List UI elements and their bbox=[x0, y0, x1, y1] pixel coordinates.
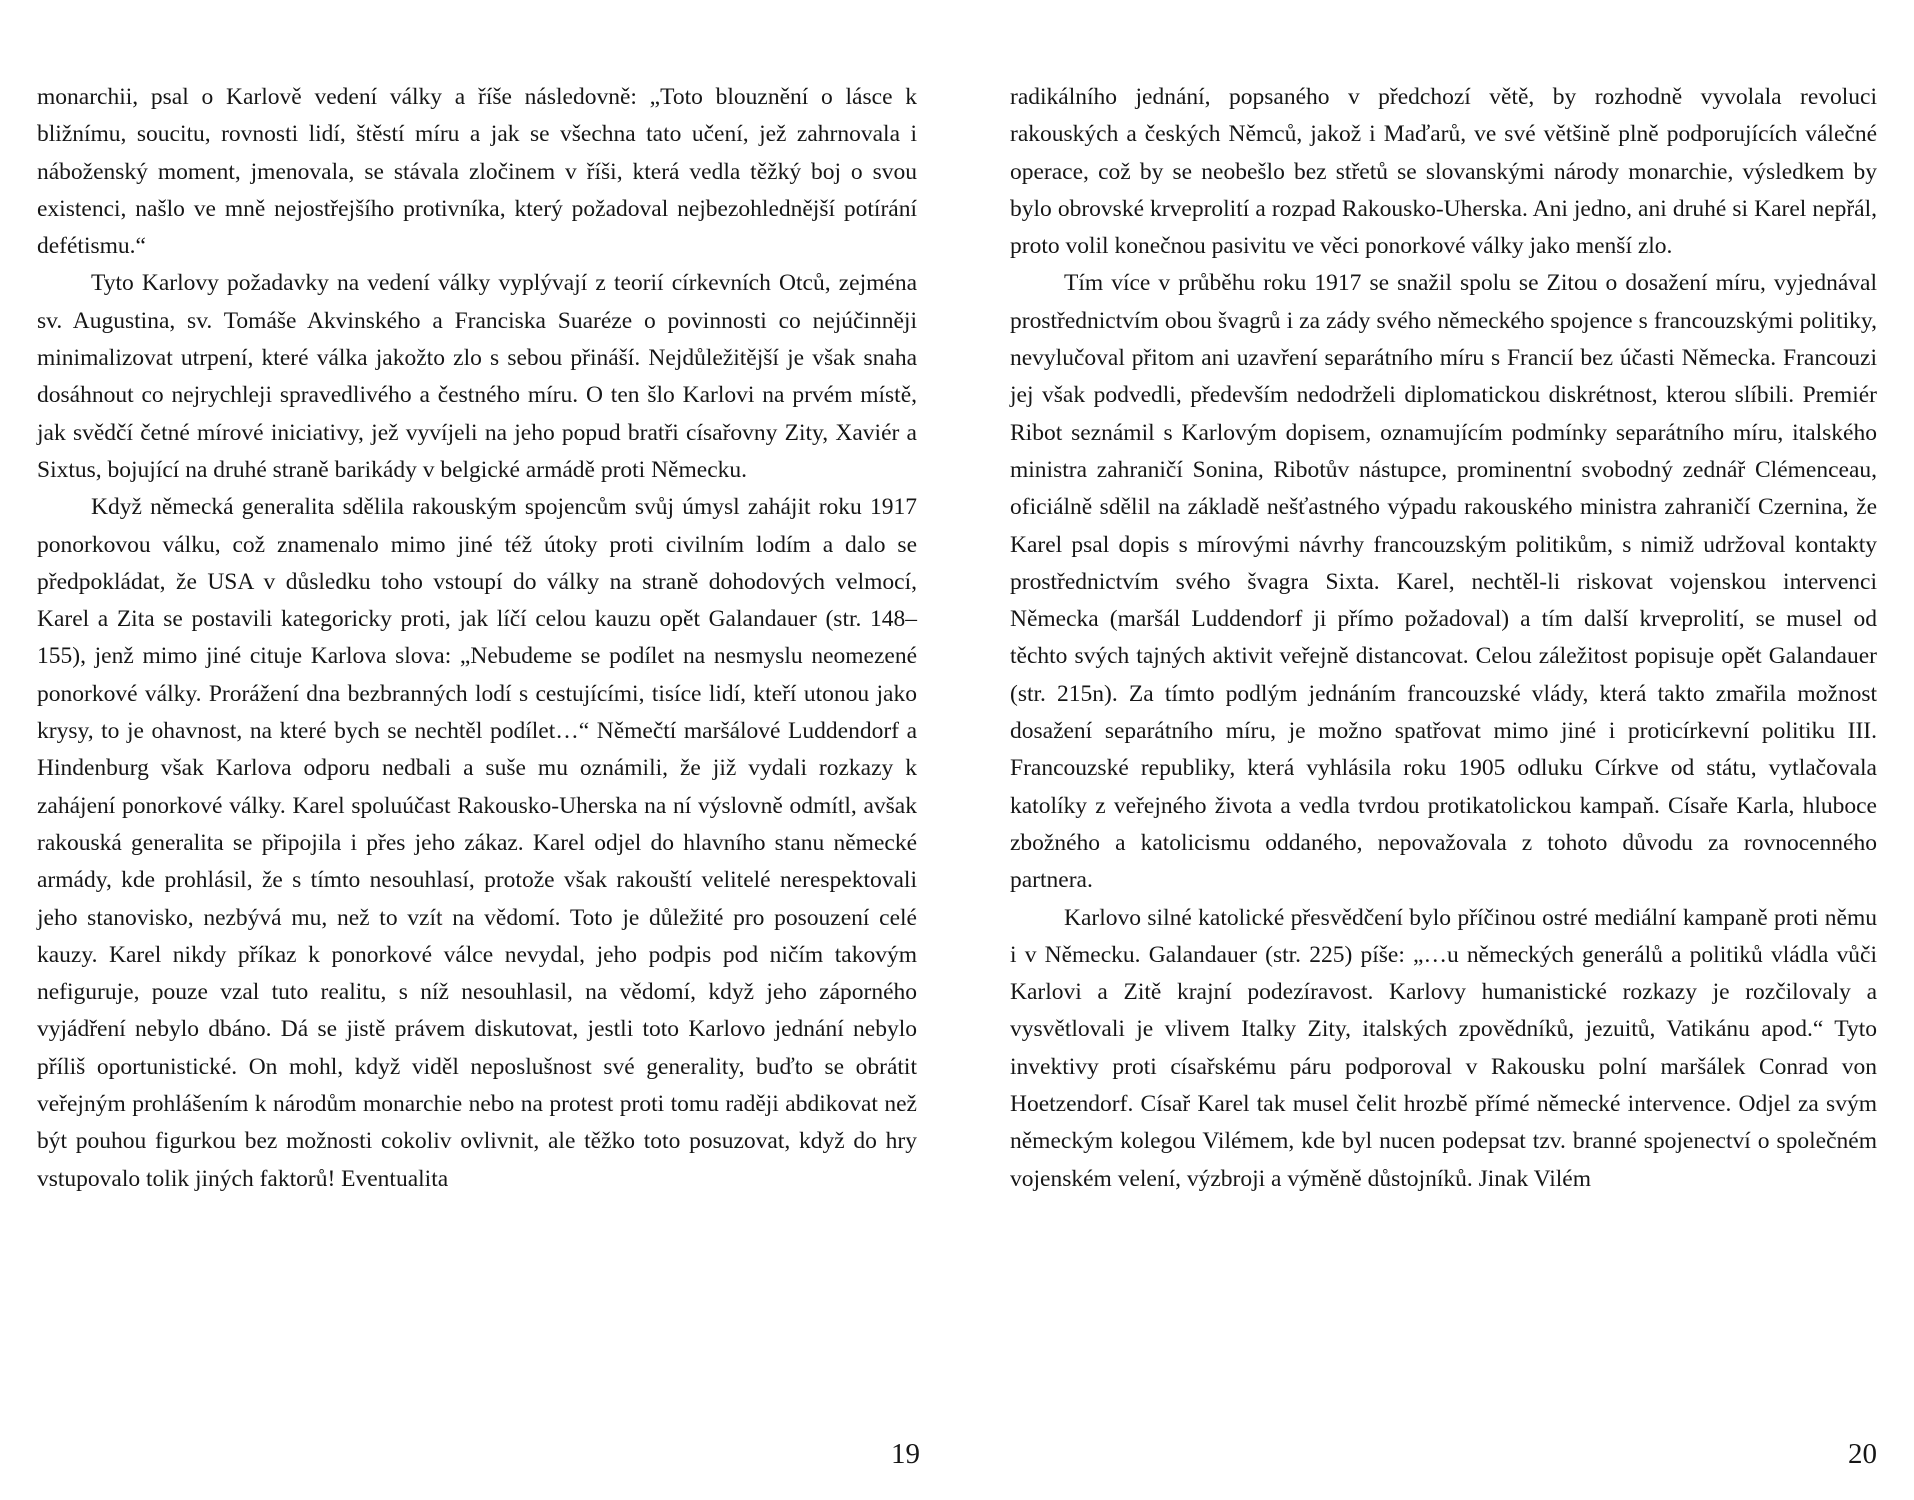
page-number: 20 bbox=[1848, 1438, 1877, 1470]
page-number: 19 bbox=[891, 1438, 920, 1470]
paragraph: monarchii, psal o Karlově vedení války a říše následovně: „Toto blouznění o lásce k bližnímu, soucitu, rovnosti lidí, štěstí míru a jak se všechna tato učení, jež zahrnovala i náboženský moment, jmenovala, se stávala zločinem v říši, která vedla těžký boj o svou existenci, našlo ve mně nejostřejšího protivníka, který požadoval nejbezohlednější potírání defétismu.“ bbox=[37, 84, 917, 260]
right-page bbox=[957, 0, 1914, 1500]
paragraph: radikálního jednání, popsaného v předchozí větě, by rozhodně vyvolala revoluci rakouských a českých Němců, jakož i Maďarů, ve své většině plně podporujících válečné operace, což by se neobešlo bez střetů se slovanskými národy monarchie, výsledkem by bylo obrovské krveprolití a rozpad Rakousko-Uherska. Ani jedno, ani druhé si Karel nepřál, proto volil konečnou pasivitu ve věci ponorkové války jako menší zlo. bbox=[1010, 84, 1877, 260]
right-page-text bbox=[1010, 79, 1877, 1198]
paragraph: Tyto Karlovy požadavky na vedení války vyplývají z teorií církevních Otců, zejména sv. Augustina, sv. Tomáše Akvinského a Franciska Suaréze o povinnosti co nejúčinněji minimalizovat utrpení, které válka jakožto zlo s sebou přináší. Nejdůležitější je však snaha dosáhnout co nejrychleji spravedlivého a čestného míru. O ten šlo Karlovi na prvém místě, jak svědčí četné mírové iniciativy, jež vyvíjeli na jeho popud bratři císařovny Zity, Xaviér a Sixtus, bojující na druhé straně barikády v belgické armádě proti Německu. bbox=[37, 270, 917, 483]
left-page-text bbox=[37, 79, 917, 1198]
paragraph: Tím více v průběhu roku 1917 se snažil spolu se Zitou o dosažení míru, vyjednával prostřednictvím obou švagrů i za zády svého německého spojence s francouzskými politiky, nevylučoval přitom ani uzavření separátního míru s Francií bez účasti Německa. Francouzi jej však podvedli, především nedodrželi diplomatickou diskrétnost, kterou slíbili. Premiér Ribot seznámil s Karlovým dopisem, oznamujícím podmínky separátního míru, italského ministra zahraničí Sonina, Ribotův nástupce, prominentní svobodný zednář Clémenceau, oficiálně sdělil na základě nešťastného výpadu rakouského ministra zahraničí Czernina, že Karel psal dopis s mírovými návrhy francouzským politikům, s nimiž udržoval kontakty prostřednictvím svého švagra Sixta. Karel, nechtěl-li riskovat vojenskou intervenci Německa (maršál Luddendorf ji přímo požadoval) a tím další krveprolití, se musel od těchto svých tajných aktivit veřejně distancovat. Celou záležitost popisuje opět Galandauer (str. 215n). Za tímto podlým jednáním francouzské vlády, která takto zmařila možnost dosažení separátního míru, je možno spatřovat mimo jiné i proticírkevní politiku III. Francouzské republiky, která vyhlásila roku 1905 odluku Církve od státu, vytlačovala katolíky z veřejného života a vedla tvrdou protikatolickou kampaň. Císaře Karla, hluboce zbožného a katolicismu oddaného, nepovažovala z tohoto důvodu za rovnocenného partnera. bbox=[1010, 270, 1877, 894]
paragraph: Když německá generalita sdělila rakouským spojencům svůj úmysl zahájit roku 1917 ponorkovou válku, což znamenalo mimo jiné též útoky proti civilním lodím a dalo se předpokládat, že USA v důsledku toho vstoupí do války na straně dohodových velmocí, Karel a Zita se postavili kategoricky proti, jak líčí celou kauzu opět Galandauer (str. 148–155), jenž mimo jiné cituje Karlova slova: „Nebudeme se podílet na nesmyslu neomezené ponorkové války. Prorážení dna bezbranných lodí s cestujícími, tisíce lidí, kteří utonou jako krysy, to je ohavnost, na které bych se nechtěl podílet…“ Němečtí maršálové Luddendorf a Hindenburg však Karlova odporu nedbali a suše mu oznámili, že již vydali rozkazy k zahájení ponorkové války. Karel spoluúčast Rakousko-Uherska na ní výslovně odmítl, avšak rakouská generalita se připojila i přes jeho zákaz. Karel odjel do hlavního stanu německé armády, kde prohlásil, že s tímto nesouhlasí, protože však rakouští velitelé nerespektovali jeho stanovisko, nezbývá mu, než to vzít na vědomí. Toto je důležité pro posouzení celé kauzy. Karel nikdy příkaz k ponorkové válce nevydal, jeho podpis pod ničím takovým nefiguruje, pouze vzal tuto realitu, s níž nesouhlasil, na vědomí, když jeho záporného vyjádření nebylo dbáno. Dá se jistě právem diskutovat, jestli toto Karlovo jednání nebylo příliš oportunistické. On mohl, když viděl neposlušnost své generality, buďto se obrátit veřejným prohlášením k národům monarchie nebo na protest proti tomu raději abdikovat než být pouhou figurkou bez možnosti cokoliv ovlivnit, ale těžko toto posuzovat, když do hry vstupovalo tolik jiných faktorů! Eventualita bbox=[37, 494, 917, 1192]
paragraph: Karlovo silné katolické přesvědčení bylo příčinou ostré mediální kampaně proti němu i v Německu. Galandauer (str. 225) píše: „…u německých generálů a politiků vládla vůči Karlovi a Zitě krajní podezíravost. Karlovy humanistické rozkazy je rozčilovaly a vysvětlovali je vlivem Italky Zity, italských zpovědníků, jezuitů, Vatikánu apod.“ Tyto invektivy proti císařskému páru podporoval v Rakousku polní maršálek Conrad von Hoetzendorf. Císař Karel tak musel čelit hrozbě přímé německé intervence. Odjel za svým německým kolegou Vilémem, kde byl nucen podepsat tzv. branné spojenectví o společném vojenském velení, výzbroji a výměně důstojníků. Jinak Vilém bbox=[1010, 904, 1877, 1192]
